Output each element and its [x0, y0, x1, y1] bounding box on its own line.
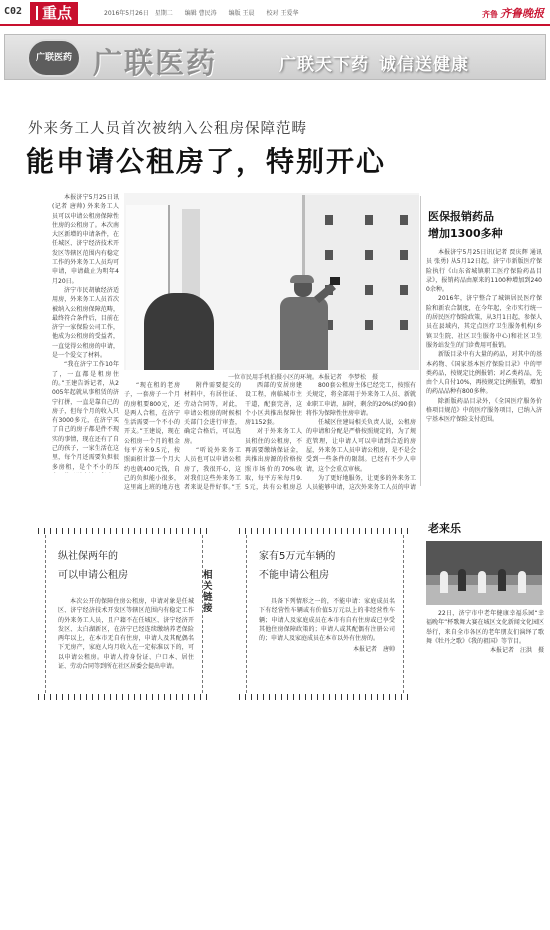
- related-box-title-1: 家有5万元车辆的: [259, 551, 336, 562]
- person-body: [280, 297, 328, 370]
- banner-title: 广联医药: [93, 46, 218, 80]
- article-paragraph: 本报济宁5月25日讯(记者 唐帅) 外来务工人员可以申请公租房保障性住房的公租房了。本次南大区新增的申请条件，在任城区、济宁经济技术开发区等辖区范围内有稳定工作的外来务工人员均可申请，申请截止为明年4月20日。: [52, 194, 119, 285]
- related-box-title-2: 可以申请公租房: [58, 570, 128, 581]
- related-box-content: [58, 547, 194, 685]
- banner-slogan-2: 诚信送健康: [379, 55, 469, 75]
- article-paragraph: 为了更好地服务，让更多的外来务工人员能够申请，这次外来务工人员的申请: [306, 474, 416, 491]
- article-column-4: [245, 381, 302, 491]
- sidebar-paragraph: 本报济宁5月25日讯(记者 贾庆辉 通讯员 张勇) 从5月12日起，济宁市新版医疗保险执行《山东省城镇职工医疗保险药品目录》，报销药品由原来的1100种增加到2400余种。: [426, 249, 542, 294]
- sidebar-body: [426, 248, 542, 490]
- column-divider: [420, 196, 421, 486]
- article-paragraph: 任城区住建局相关负责人说，公租房的申请和分配是严格按照规定的，为了规范管理，让申请人可以申请到合适的房屋，外来务工人员申请公租房，是不是会受到一些条件的限制。已经有不少人申请，这个会重点审核。: [306, 419, 416, 473]
- article-photo: [124, 193, 419, 370]
- article-headline: 能申请公租房了，特别开心: [26, 145, 387, 178]
- photo-performer: [440, 571, 448, 593]
- article-paragraph: “现在租的老房子，一套房子一个月的房租要800元，还是两人合租，在济宁生活需要一个不小的开支。”王建说，现在公租房一个月的租金每平方米9.5元，按照面积计算一个月大约也就400元钱，自己的负担能小很多，这里离上班的地方也: [124, 382, 180, 491]
- photo-window: [400, 215, 408, 225]
- box-edge-top: [239, 528, 413, 534]
- box-edge-top: [38, 528, 212, 534]
- photo-stage: [426, 541, 542, 575]
- photo-window: [325, 250, 333, 260]
- old-age-paragraph: 22日，济宁市中老年健康幸福乐园“幸福晚年”杯歌舞大赛在城区文化新闻文化园区举行，来自全市各区的老年朋友们演绎了歌舞《牡丹之歌》《我的祖国》等节目。: [426, 610, 544, 645]
- old-age-body: [426, 609, 544, 669]
- photo-person: [280, 277, 328, 370]
- article-column-2: [124, 381, 180, 491]
- article-paragraph: 西部的安居房建设工程，南临城市主干道，配套完善，这个小区共推出保障住房1152套。: [245, 382, 302, 427]
- photo-window: [365, 250, 373, 260]
- section-divider: [36, 6, 38, 20]
- camera-icon: [330, 277, 340, 285]
- related-box-body: [259, 597, 395, 655]
- related-links-label: 相关链接: [203, 570, 213, 614]
- photo-performer: [518, 571, 526, 593]
- sidebar-paragraph: 除新版药品目录外，《全国医疗服务价格项目规范》中的医疗服务项目，已纳入济宁基本医疗保险支付范围。: [426, 397, 542, 424]
- photo-window: [365, 215, 373, 225]
- photo-caption: 一位市民用手机拍摄小区的环境。本报记者 李梦松 摄: [228, 374, 379, 381]
- article-paragraph: 济宁市民胡敏经济适用房，外来务工人员首次被纳入公租房保障范畴，最终符合条件后，目前在济宁一家保险公司工作，他成为公租房的受益者，一直觉得公租房的申请，是一个爱交了材料。: [52, 286, 119, 360]
- article-paragraph: “听说外来务工人员也可以申请公租房了，我很开心，这对我们这些外来务工者来说是件好事。”王: [184, 447, 241, 491]
- sidebar-paragraph: 2016年，济宁整合了城镇居民医疗保险和新农合制度，在今年起，全市实行统一的居民医疗保险政策，从3月1日起，参保人员在县域内，其定点医疗卫生服务机构(乡镇卫生院、社区卫生服务中心)和社区卫生服务站发生的门诊费用可报销。: [426, 295, 542, 349]
- logo-text: 齐鲁晚报: [500, 7, 544, 20]
- logo-small-text: 齐鲁: [482, 10, 498, 19]
- section-title: 重点: [42, 4, 73, 22]
- related-box-2: [246, 535, 404, 693]
- photo-tree: [144, 293, 214, 370]
- photo-window: [400, 320, 408, 330]
- banner-badge: 广联医药: [27, 39, 81, 77]
- banner-slogan-1: 广联天下药: [279, 55, 369, 75]
- related-box-1: [45, 535, 203, 693]
- section-label: [30, 2, 78, 24]
- photo-performer: [498, 569, 506, 591]
- photo-performer: [478, 571, 486, 593]
- article-paragraph: 附件需要提交的材料中，有居住证、劳动合同等，对此，申请公租房的时候相关部门会进行审查，确定合格后，可以选房。: [184, 382, 241, 445]
- related-box-body: [58, 597, 194, 671]
- sponsor-banner: [4, 34, 546, 80]
- person-cap: [290, 275, 314, 283]
- article-paragraph: 800套公租房主体已经完工，按照有关规定，将全部用于外来务工人员、新就业职工申请，届时，剩余的20%(约90套)将作为保障性住房申请。: [306, 382, 416, 417]
- photo-window: [400, 285, 408, 295]
- article-paragraph: 对于外来务工人员租住的公租房，不再需要缴纳保证金，共推出房源的价格按照市场价的70%收取，每平方米每月9.5元，共有公租房总: [245, 428, 302, 491]
- related-box-content: [259, 547, 395, 685]
- photo-window: [365, 320, 373, 330]
- related-box-title-2: 不能申请公租房: [259, 570, 329, 581]
- old-age-photo: [426, 541, 542, 605]
- page-number: C02: [4, 6, 23, 17]
- article-subhead: 外来务工人员首次被纳入公租房保障范畴: [28, 121, 307, 137]
- related-box-title-1: 纵社保两年的: [58, 551, 118, 562]
- sidebar-title-line-1: 医保报销药品: [428, 210, 494, 223]
- box-edge-bottom: [239, 694, 413, 700]
- newspaper-logo: [482, 5, 544, 21]
- article-column-1: [52, 193, 119, 473]
- photo-window: [365, 285, 373, 295]
- box-edge-bottom: [38, 694, 212, 700]
- photo-window: [400, 250, 408, 260]
- page-header: [0, 0, 550, 26]
- page-meta: 2016年5月26日 星期二 编辑 曹民涛 编版 王晨 校对 王爱华: [104, 10, 299, 17]
- related-box-signature: 本报记者 唐帅: [352, 646, 395, 654]
- related-box-paragraph: 具备下列情形之一的，不能申请：家庭成员名下有经营性车辆或有价值5万元以上的非经营性车辆；申请人及家庭成员在本市有自有住房或已享受其他住房保障政策的；申请人或其配偶有注册公司的；申请人及家庭成员在本市以外有住房的。: [259, 598, 395, 643]
- article-paragraph: “我在济宁工作10年了，一直都是租房住的。”王建告诉记者，从2005年起就从事租赁的济宁打拼，一直是靠自己的房子，但每个月的收入只有3000多元，在济宁买了自己的房子都是件不现实的事情，现在还有了自己的孩子，一家生活在这里，每个月还需要负担很多房租，是个不小的压: [52, 361, 119, 471]
- sidebar-paragraph: 新版目录中有大量的药品，对其中的基本药物、《国家基本医疗保险目录》中的甲类药品，按规定比例报销；对乙类药品，先由个人自付10%，再按规定比例报销，增加的药品品种有800多种。: [426, 351, 542, 396]
- article-column-5: [306, 381, 416, 491]
- article-column-3: [184, 381, 241, 491]
- banner-slogan: [269, 50, 469, 75]
- old-age-signature: 本报记者 汪洪 摄: [489, 647, 544, 655]
- old-age-title: 老来乐: [428, 522, 461, 535]
- sidebar-title-line-2: 增加1300多种: [428, 227, 503, 240]
- photo-performer: [458, 569, 466, 591]
- related-box-paragraph: 本次公开的保障住房公租房，申请对象是任城区、济宁经济技术开发区等辖区范围内有稳定工作的外来务工人员，且户籍不在任城区、济宁经济开发区、太白湖新区，在济宁已经连续缴纳养老保险两年以上，在本市无自有住房，申请人及其配偶名下无房产，家庭人均月收入在一定标准以下的，可以申请公租房。申请人持身份证、户口本、居住证、劳动合同等到所在社区居委会提出申请。: [58, 598, 194, 671]
- photo-window: [325, 215, 333, 225]
